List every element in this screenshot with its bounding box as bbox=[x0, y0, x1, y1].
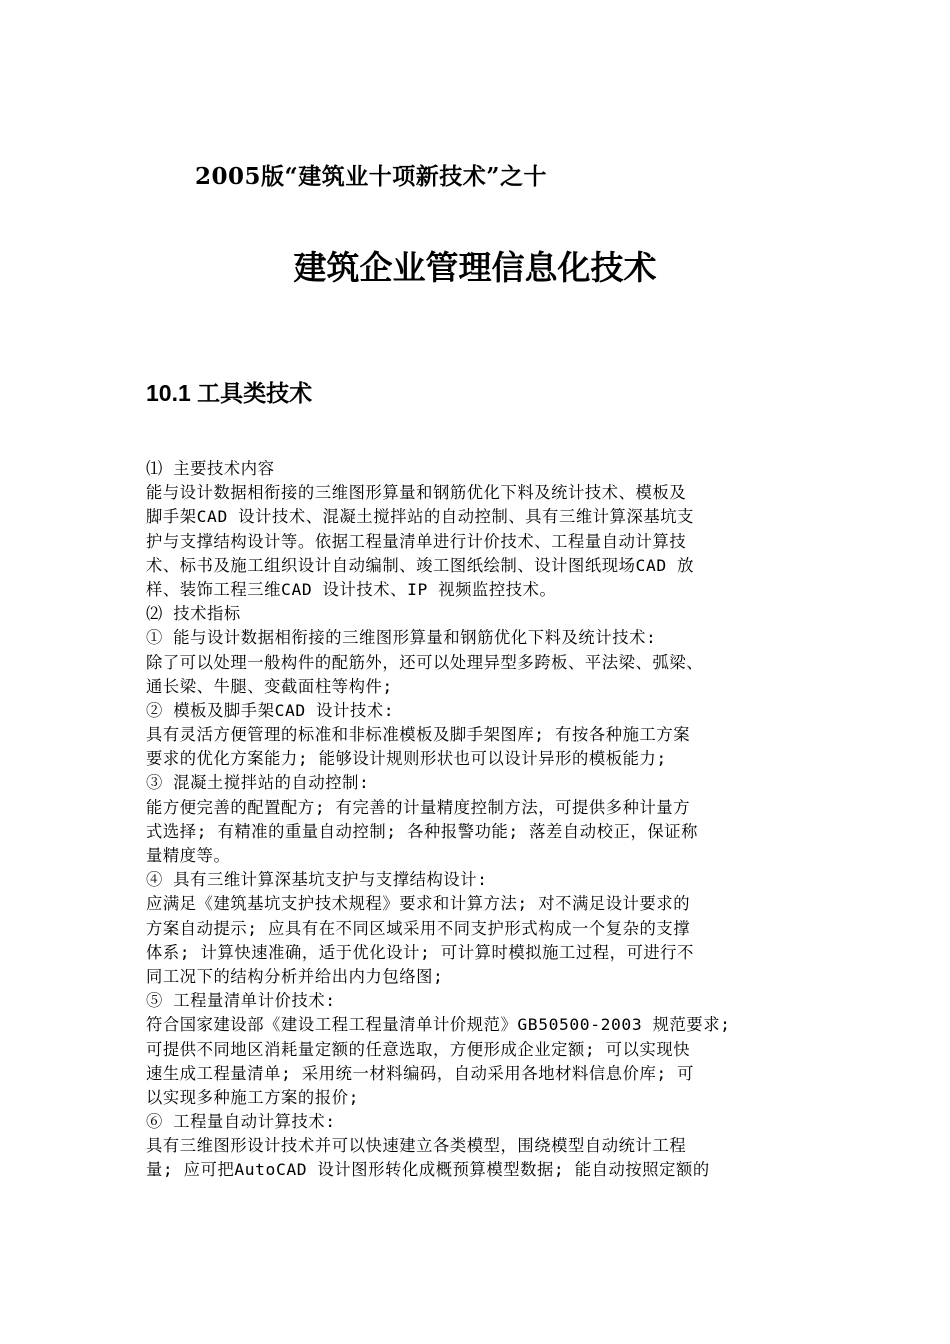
body-line: ② 模板及脚手架CAD 设计技术: bbox=[146, 700, 395, 720]
body-line: ⑥ 工程量自动计算技术: bbox=[146, 1112, 336, 1132]
document-title: 建筑企业管理信息化技术 bbox=[293, 248, 657, 287]
body-line: ③ 混凝土搅拌站的自动控制: bbox=[146, 773, 370, 793]
body-line: 术、标书及施工组织设计自动编制、竣工图纸绘制、设计图纸现场CAD 放 bbox=[146, 555, 695, 575]
body-line: 要求的优化方案能力; 能够设计规则形状也可以设计异形的模板能力; bbox=[146, 749, 667, 769]
body-line: 量精度等。 bbox=[146, 846, 231, 865]
body-line: ① 能与设计数据相衔接的三维图形算量和钢筋优化下料及统计技术: bbox=[146, 628, 657, 648]
body-line: 脚手架CAD 设计技术、混凝土搅拌站的自动控制、具有三维计算深基坑支 bbox=[146, 507, 695, 527]
body-line: 能方便完善的配置配方; 有完善的计量精度控制方法，可提供多种计量方 bbox=[146, 797, 691, 817]
body-line: 量; 应可把AutoCAD 设计图形转化成概预算模型数据; 能自动按照定额的 bbox=[146, 1160, 710, 1180]
body-line: 同工况下的结构分析并给出内力包络图; bbox=[146, 966, 444, 986]
body-line: ④ 具有三维计算深基坑支护与支撑结构设计: bbox=[146, 870, 488, 890]
body-line: 除了可以处理一般构件的配筋外，还可以处理异型多跨板、平法梁、弧梁、 bbox=[146, 652, 704, 672]
body-line: 式选择; 有精准的重量自动控制; 各种报警功能; 落差自动校正，保证称 bbox=[146, 821, 698, 841]
document-subtitle: 2005版“建筑业十项新技术”之十 bbox=[195, 163, 547, 190]
body-line: ⑴ 主要技术内容 bbox=[146, 459, 275, 478]
body-text bbox=[146, 457, 786, 1183]
body-line: 应满足《建筑基坑支护技术规程》要求和计算方法; 对不满足设计要求的 bbox=[146, 894, 691, 914]
body-line: ⑤ 工程量清单计价技术: bbox=[146, 991, 336, 1011]
body-line: 具有灵活方便管理的标准和非标准模板及脚手架图库; 有按各种施工方案 bbox=[146, 725, 691, 745]
body-line: 具有三维图形设计技术并可以快速建立各类模型，围绕模型自动统计工程 bbox=[146, 1136, 687, 1156]
body-line: 体系; 计算快速准确，适于优化设计; 可计算时模拟施工过程，可进行不 bbox=[146, 942, 695, 962]
body-line: 护与支撑结构设计等。依据工程量清单进行计价技术、工程量自动计算技 bbox=[146, 531, 687, 551]
body-line: 能与设计数据相衔接的三维图形算量和钢筋优化下料及统计技术、模板及 bbox=[146, 483, 687, 503]
body-line: 以实现多种施工方案的报价; bbox=[146, 1087, 359, 1107]
body-line: ⑵ 技术指标 bbox=[146, 604, 241, 624]
body-line: 符合国家建设部《建设工程工程量清单计价规范》GB50500-2003 规范要求; bbox=[146, 1015, 731, 1035]
section-heading: 10.1 工具类技术 bbox=[146, 380, 313, 406]
body-line: 样、装饰工程三维CAD 设计技术、IP 视频监控技术。 bbox=[146, 579, 557, 599]
body-line: 通长梁、牛腿、变截面柱等构件; bbox=[146, 676, 393, 696]
body-line: 方案自动提示; 应具有在不同区域采用不同支护形式构成一个复杂的支撑 bbox=[146, 918, 691, 938]
body-line: 可提供不同地区消耗量定额的任意选取，方便形成企业定额; 可以实现快 bbox=[146, 1039, 691, 1059]
body-line: 速生成工程量清单; 采用统一材料编码，自动采用各地材料信息价库; 可 bbox=[146, 1063, 695, 1083]
